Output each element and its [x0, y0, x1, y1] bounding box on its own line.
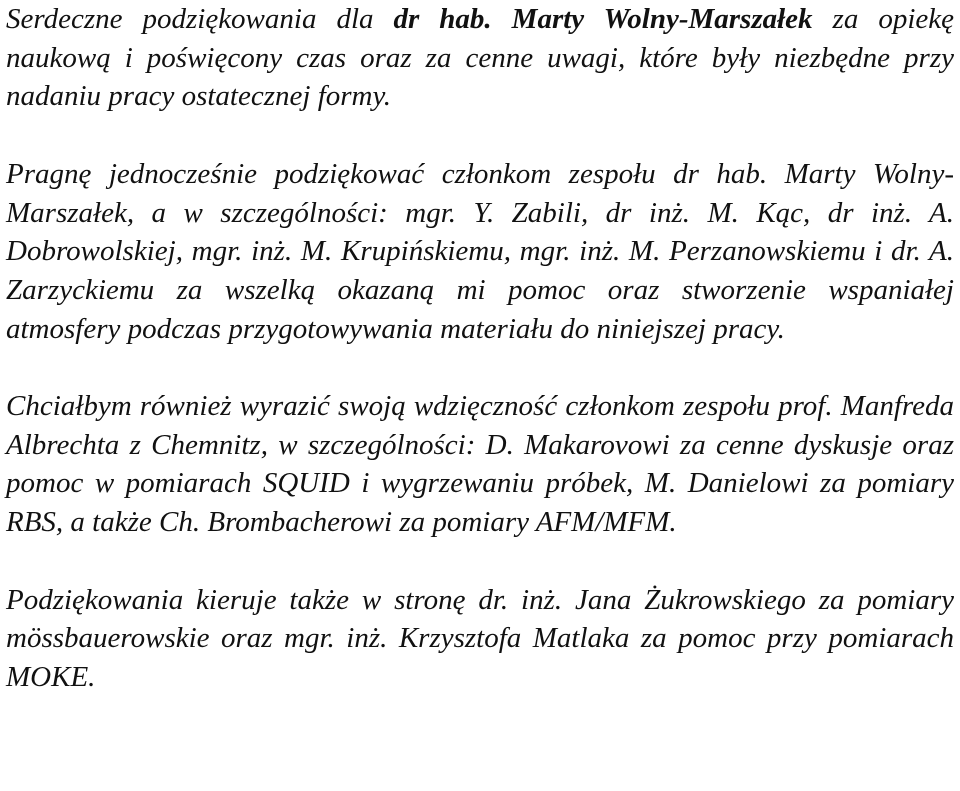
paragraph-lead-text: Serdeczne podziękowania dla [6, 3, 394, 35]
paragraph-measurements-thanks: Podziękowania kieruje także w stronę dr. inż. Jana Żukrowskiego za pomiary mössbauerowskie oraz mgr. inż. Krzysztofa Matlaka za pomoc przy pomiarach MOKE. [6, 583, 954, 693]
paragraph-team-thanks: Pragnę jednocześnie podziękować członkom zespołu dr hab. Marty Wolny-Marszałek, a w szczególności: mgr. Y. Zabili, dr inż. M. Kąc, dr inż. A. Dobrowolskiej, mgr. inż. M. Krupińskiemu, mgr. inż. M. Perzanowskiemu i dr. A. Zarzyckiemu za wszelką okazaną mi pomoc oraz stworzenie wspaniałej atmosfery podczas przygotowywania materiału do niniejszej pracy. [6, 157, 954, 345]
paragraph-supervisor-thanks [6, 0, 954, 116]
paragraph-rest-text: za opiekę naukową i poświęcony czas oraz za cenne uwagi, które były niezbędne przy nadaniu pracy ostatecznej formy. [6, 3, 955, 113]
supervisor-name: dr hab. Marty Wolny-Marszałek [393, 3, 813, 35]
paragraph-chemnitz-thanks: Chciałbym również wyrazić swoją wdzięczność członkom zespołu prof. Manfreda Albrechta z Chemnitz, w szczególności: D. Makarovowi za cenne dyskusje oraz pomoc w pomiarach SQUID i wygrzewaniu próbek, M. Danielowi za pomiary RBS, a także Ch. Brombacherowi za pomiary AFM/MFM. [6, 390, 954, 539]
